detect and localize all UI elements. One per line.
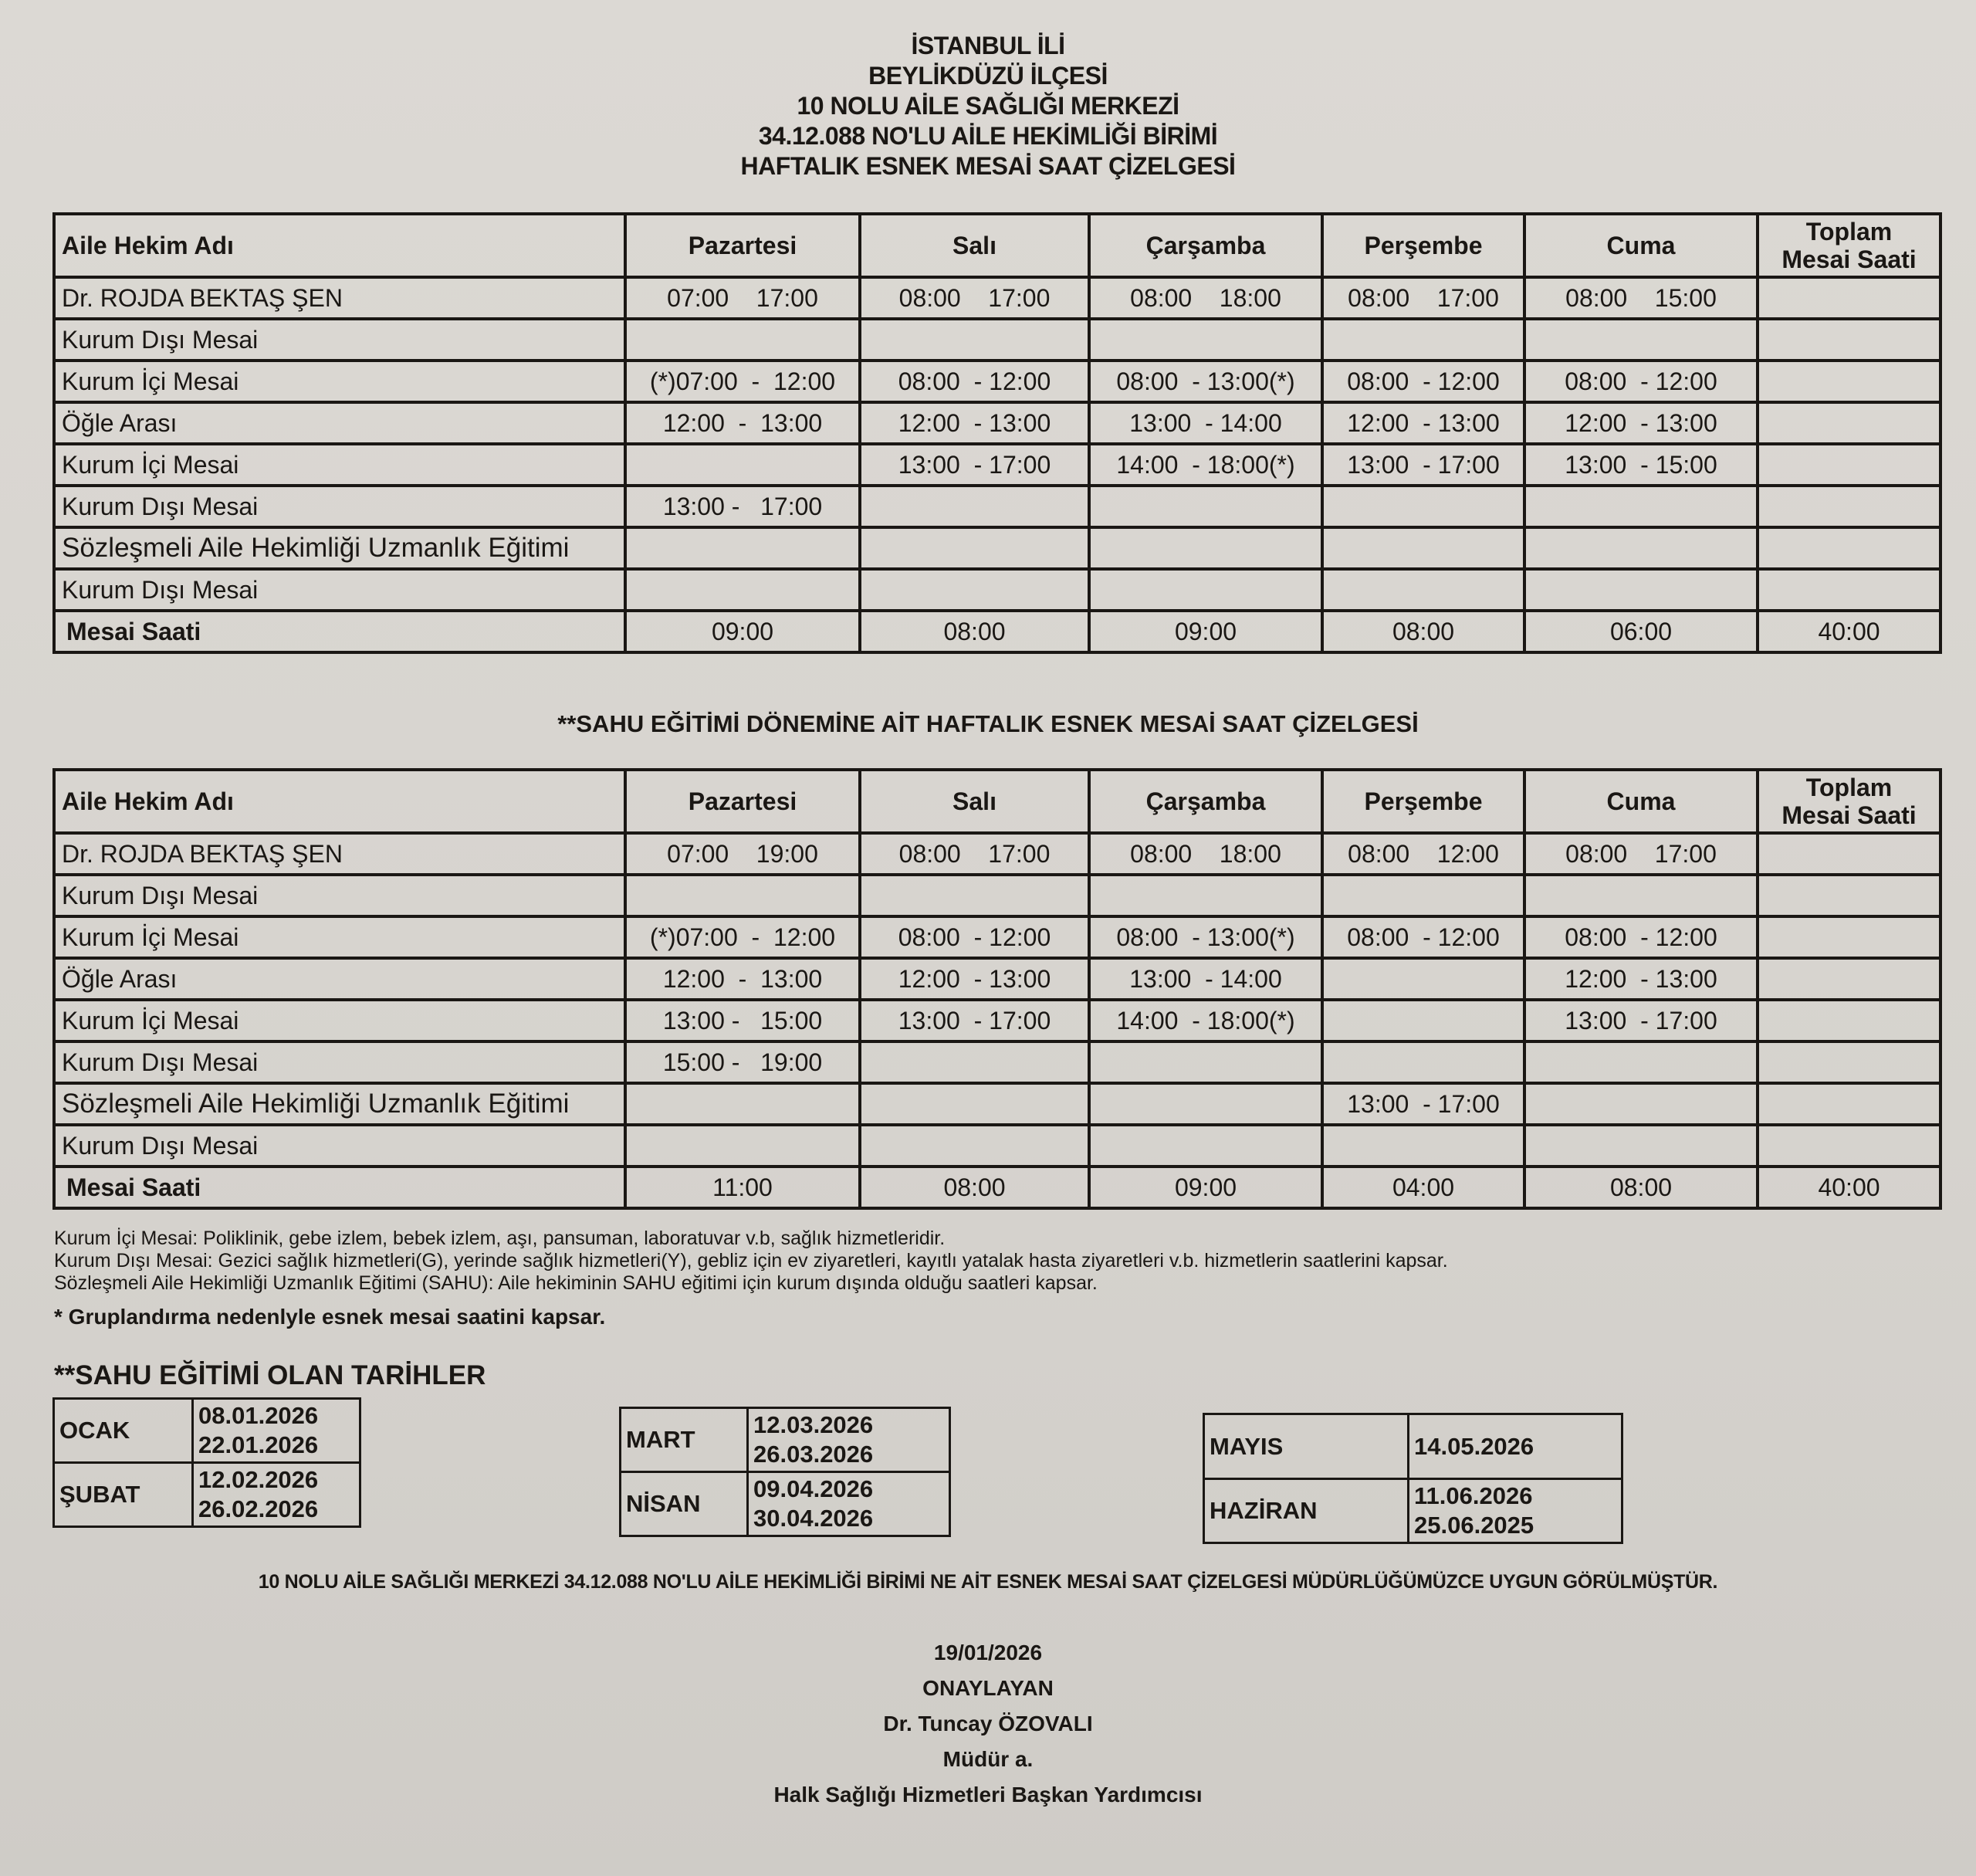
time-cell: 08:00 - 13:00(*) bbox=[1089, 361, 1322, 402]
date-row bbox=[54, 1463, 360, 1527]
total-cell bbox=[1758, 1125, 1940, 1167]
daily-total-cell: 09:00 bbox=[1089, 1167, 1322, 1208]
row-label: Sözleşmeli Aile Hekimliği Uzmanlık Eğitimi bbox=[54, 527, 625, 569]
date-value: 12.03.2026 bbox=[753, 1411, 874, 1438]
daily-total-cell: 06:00 bbox=[1524, 611, 1758, 652]
table-row bbox=[54, 916, 1940, 958]
time-cell bbox=[860, 1041, 1089, 1083]
column-header-day: Perşembe bbox=[1322, 770, 1524, 833]
approval-statement: 10 NOLU AİLE SAĞLIĞI MERKEZİ 34.12.088 NO'LU AİLE HEKİMLİĞİ BİRİMİ NE AİT ESNEK MESAİ SAAT ÇİZELGESİ MÜDÜRLÜĞÜMÜZCE UYGUN GÖRÜLMÜŞTÜR. bbox=[258, 1571, 1718, 1593]
date-value: 26.02.2026 bbox=[198, 1495, 319, 1522]
time-cell bbox=[625, 1125, 860, 1167]
time-cell bbox=[860, 569, 1089, 611]
row-label: Kurum Dışı Mesai bbox=[54, 319, 625, 361]
column-header-day: Perşembe bbox=[1322, 214, 1524, 277]
total-cell bbox=[1758, 444, 1940, 486]
date-values bbox=[193, 1399, 360, 1463]
total-cell bbox=[1758, 833, 1940, 875]
time-cell: 08:00 12:00 bbox=[1322, 833, 1524, 875]
time-cell: 08:00 17:00 bbox=[860, 277, 1089, 319]
total-cell bbox=[1758, 916, 1940, 958]
title-line: 10 NOLU AİLE SAĞLIĞI MERKEZİ bbox=[797, 92, 1179, 120]
month-label: ŞUBAT bbox=[54, 1463, 193, 1527]
time-cell bbox=[1322, 569, 1524, 611]
sahu-dates-table bbox=[619, 1407, 951, 1537]
time-cell: 08:00 17:00 bbox=[1524, 833, 1758, 875]
table-row bbox=[54, 958, 1940, 1000]
table-row bbox=[54, 833, 1940, 875]
sahu-schedule-table bbox=[52, 768, 1942, 1210]
time-cell bbox=[1524, 875, 1758, 916]
daily-total-cell: 08:00 bbox=[1322, 611, 1524, 652]
total-cell bbox=[1758, 319, 1940, 361]
time-cell: 12:00 - 13:00 bbox=[625, 402, 860, 444]
table-row bbox=[54, 569, 1940, 611]
time-cell bbox=[1524, 1125, 1758, 1167]
weekly-total-cell: 40:00 bbox=[1758, 611, 1940, 652]
date-row bbox=[621, 1472, 950, 1536]
column-header-total bbox=[1758, 770, 1940, 833]
total-row bbox=[54, 1167, 1940, 1208]
date-value: 08.01.2026 bbox=[198, 1402, 319, 1429]
row-label: Kurum İçi Mesai bbox=[54, 1000, 625, 1041]
table-row bbox=[54, 402, 1940, 444]
time-cell bbox=[625, 569, 860, 611]
total-header-line: Mesai Saati bbox=[1781, 246, 1917, 273]
date-row bbox=[621, 1408, 950, 1472]
time-cell bbox=[1524, 1083, 1758, 1125]
sahu-dates-heading: **SAHU EĞİTİMİ OLAN TARİHLER bbox=[54, 1360, 486, 1390]
date-values bbox=[1409, 1479, 1622, 1543]
time-cell bbox=[1322, 1125, 1524, 1167]
time-cell: 12:00 - 13:00 bbox=[860, 402, 1089, 444]
row-label: Dr. ROJDA BEKTAŞ ŞEN bbox=[54, 277, 625, 319]
time-cell: (*)07:00 - 12:00 bbox=[625, 916, 860, 958]
total-row bbox=[54, 611, 1940, 652]
star-note: * Gruplandırma nedenlyle esnek mesai saatini kapsar. bbox=[54, 1305, 606, 1329]
time-cell bbox=[1524, 569, 1758, 611]
row-label: Kurum İçi Mesai bbox=[54, 444, 625, 486]
total-cell bbox=[1758, 1000, 1940, 1041]
time-cell: 12:00 - 13:00 bbox=[625, 958, 860, 1000]
total-header-line: Toplam bbox=[1805, 774, 1893, 801]
time-cell bbox=[1322, 875, 1524, 916]
document-title bbox=[0, 31, 1976, 181]
row-label: Kurum Dışı Mesai bbox=[54, 486, 625, 527]
time-cell bbox=[625, 444, 860, 486]
time-cell bbox=[860, 319, 1089, 361]
title-line: HAFTALIK ESNEK MESAİ SAAT ÇİZELGESİ bbox=[740, 152, 1236, 180]
time-cell: 13:00 - 15:00 bbox=[625, 1000, 860, 1041]
time-cell bbox=[860, 875, 1089, 916]
signature-title: Halk Sağlığı Hizmetleri Başkan Yardımcısı bbox=[773, 1783, 1203, 1807]
time-cell: 13:00 - 14:00 bbox=[1089, 958, 1322, 1000]
total-cell bbox=[1758, 1083, 1940, 1125]
date-value: 12.02.2026 bbox=[198, 1466, 319, 1493]
row-label: Kurum Dışı Mesai bbox=[54, 569, 625, 611]
footnote: Kurum Dışı Mesai: Gezici sağlık hizmetleri(G), yerinde sağlık hizmetleri(Y), gebliz için ev ziyaretleri, kayıtlı yatalak hasta ziyaretleri v.b. hizmetlerin saatlerini kapsar. bbox=[54, 1250, 1448, 1272]
row-label: Kurum Dışı Mesai bbox=[54, 1125, 625, 1167]
row-label: Öğle Arası bbox=[54, 958, 625, 1000]
table-row bbox=[54, 444, 1940, 486]
footnote: Sözleşmeli Aile Hekimliği Uzmanlık Eğitimi (SAHU): Aile hekiminin SAHU eğitimi için kurum dışında olduğu saatleri kapsar. bbox=[54, 1272, 1098, 1294]
total-cell bbox=[1758, 569, 1940, 611]
time-cell bbox=[1089, 527, 1322, 569]
date-value: 26.03.2026 bbox=[753, 1441, 874, 1468]
signature-block bbox=[0, 1635, 1976, 1813]
table-row bbox=[54, 527, 1940, 569]
column-header-name: Aile Hekim Adı bbox=[54, 214, 625, 277]
time-cell: 13:00 - 17:00 bbox=[1524, 1000, 1758, 1041]
column-header-day: Çarşamba bbox=[1089, 214, 1322, 277]
table-row bbox=[54, 361, 1940, 402]
total-cell bbox=[1758, 875, 1940, 916]
time-cell bbox=[1524, 319, 1758, 361]
time-cell bbox=[860, 1125, 1089, 1167]
date-value: 22.01.2026 bbox=[198, 1431, 319, 1458]
time-cell: 08:00 17:00 bbox=[1322, 277, 1524, 319]
column-header-total bbox=[1758, 214, 1940, 277]
row-label: Sözleşmeli Aile Hekimliği Uzmanlık Eğitimi bbox=[54, 1083, 625, 1125]
time-cell bbox=[1322, 1000, 1524, 1041]
time-cell: 12:00 - 13:00 bbox=[860, 958, 1089, 1000]
total-header-line: Mesai Saati bbox=[1781, 801, 1917, 829]
title-line: İSTANBUL İLİ bbox=[911, 32, 1065, 59]
total-header-line: Toplam bbox=[1805, 218, 1893, 246]
column-header-day: Cuma bbox=[1524, 214, 1758, 277]
table-row bbox=[54, 1041, 1940, 1083]
table-row bbox=[54, 1000, 1940, 1041]
date-row bbox=[54, 1399, 360, 1463]
time-cell: 13:00 - 15:00 bbox=[1524, 444, 1758, 486]
date-value: 30.04.2026 bbox=[753, 1505, 874, 1532]
time-cell: 12:00 - 13:00 bbox=[1524, 958, 1758, 1000]
month-label: MART bbox=[621, 1408, 748, 1472]
title-line: BEYLİKDÜZÜ İLÇESİ bbox=[868, 62, 1108, 90]
time-cell: (*)07:00 - 12:00 bbox=[625, 361, 860, 402]
column-header-day: Çarşamba bbox=[1089, 770, 1322, 833]
table-row bbox=[54, 277, 1940, 319]
row-label: Öğle Arası bbox=[54, 402, 625, 444]
column-header-day: Salı bbox=[860, 214, 1089, 277]
time-cell: 08:00 18:00 bbox=[1089, 277, 1322, 319]
month-label: NİSAN bbox=[621, 1472, 748, 1536]
date-value: 11.06.2026 bbox=[1414, 1482, 1533, 1509]
time-cell: 13:00 - 14:00 bbox=[1089, 402, 1322, 444]
time-cell bbox=[1089, 569, 1322, 611]
column-header-day: Pazartesi bbox=[625, 214, 860, 277]
time-cell: 08:00 - 12:00 bbox=[860, 916, 1089, 958]
time-cell: 13:00 - 17:00 bbox=[860, 1000, 1089, 1041]
weekly-schedule-table bbox=[52, 212, 1942, 654]
time-cell: 08:00 - 12:00 bbox=[1524, 916, 1758, 958]
total-cell bbox=[1758, 361, 1940, 402]
time-cell: 07:00 19:00 bbox=[625, 833, 860, 875]
time-cell bbox=[1089, 1083, 1322, 1125]
total-cell bbox=[1758, 402, 1940, 444]
time-cell bbox=[625, 527, 860, 569]
time-cell: 13:00 - 17:00 bbox=[860, 444, 1089, 486]
table-row bbox=[54, 1083, 1940, 1125]
time-cell: 08:00 - 12:00 bbox=[1322, 361, 1524, 402]
total-cell bbox=[1758, 527, 1940, 569]
date-row bbox=[1204, 1479, 1622, 1543]
table-row bbox=[54, 1125, 1940, 1167]
total-cell bbox=[1758, 958, 1940, 1000]
daily-total-cell: 09:00 bbox=[625, 611, 860, 652]
time-cell bbox=[1524, 527, 1758, 569]
date-values bbox=[1409, 1414, 1622, 1479]
sahu-dates-table bbox=[52, 1397, 361, 1528]
time-cell: 12:00 - 13:00 bbox=[1322, 402, 1524, 444]
time-cell bbox=[1089, 1125, 1322, 1167]
signature-role: ONAYLAYAN bbox=[922, 1676, 1054, 1700]
month-label: HAZİRAN bbox=[1204, 1479, 1409, 1543]
time-cell: 08:00 17:00 bbox=[860, 833, 1089, 875]
weekly-total-cell: 40:00 bbox=[1758, 1167, 1940, 1208]
time-cell: 08:00 - 12:00 bbox=[1524, 361, 1758, 402]
time-cell: 15:00 - 19:00 bbox=[625, 1041, 860, 1083]
time-cell: 08:00 - 12:00 bbox=[1322, 916, 1524, 958]
row-label: Kurum Dışı Mesai bbox=[54, 1041, 625, 1083]
time-cell bbox=[1089, 319, 1322, 361]
time-cell: 08:00 18:00 bbox=[1089, 833, 1322, 875]
time-cell: 13:00 - 17:00 bbox=[625, 486, 860, 527]
signature-title: Müdür a. bbox=[942, 1747, 1034, 1771]
table-row bbox=[54, 875, 1940, 916]
column-header-name: Aile Hekim Adı bbox=[54, 770, 625, 833]
time-cell: 12:00 - 13:00 bbox=[1524, 402, 1758, 444]
time-cell bbox=[1322, 319, 1524, 361]
column-header-day: Cuma bbox=[1524, 770, 1758, 833]
time-cell bbox=[1322, 527, 1524, 569]
row-label: Dr. ROJDA BEKTAŞ ŞEN bbox=[54, 833, 625, 875]
table-header-row bbox=[54, 770, 1940, 833]
signature-name: Dr. Tuncay ÖZOVALI bbox=[883, 1712, 1093, 1735]
time-cell bbox=[1089, 486, 1322, 527]
row-label: Kurum İçi Mesai bbox=[54, 361, 625, 402]
total-cell bbox=[1758, 277, 1940, 319]
time-cell bbox=[1322, 1041, 1524, 1083]
daily-total-cell: 09:00 bbox=[1089, 611, 1322, 652]
time-cell: 08:00 - 13:00(*) bbox=[1089, 916, 1322, 958]
footnotes bbox=[54, 1228, 1448, 1328]
row-label: Kurum İçi Mesai bbox=[54, 916, 625, 958]
time-cell bbox=[625, 875, 860, 916]
time-cell bbox=[860, 486, 1089, 527]
signature-date: 19/01/2026 bbox=[933, 1641, 1043, 1664]
total-cell bbox=[1758, 1041, 1940, 1083]
daily-total-cell: 11:00 bbox=[625, 1167, 860, 1208]
time-cell: 07:00 17:00 bbox=[625, 277, 860, 319]
month-label: OCAK bbox=[54, 1399, 193, 1463]
time-cell bbox=[1524, 1041, 1758, 1083]
date-value: 09.04.2026 bbox=[753, 1475, 874, 1502]
total-cell bbox=[1758, 486, 1940, 527]
time-cell: 14:00 - 18:00(*) bbox=[1089, 444, 1322, 486]
time-cell bbox=[1089, 1041, 1322, 1083]
time-cell: 13:00 - 17:00 bbox=[1322, 444, 1524, 486]
daily-total-cell: 08:00 bbox=[860, 611, 1089, 652]
daily-total-cell: 08:00 bbox=[860, 1167, 1089, 1208]
time-cell bbox=[625, 319, 860, 361]
table-header-row bbox=[54, 214, 1940, 277]
time-cell bbox=[1524, 486, 1758, 527]
month-label: MAYIS bbox=[1204, 1414, 1409, 1479]
title-line: 34.12.088 NO'LU AİLE HEKİMLİĞİ BİRİMİ bbox=[758, 122, 1218, 150]
date-row bbox=[1204, 1414, 1622, 1479]
time-cell bbox=[1089, 875, 1322, 916]
time-cell bbox=[860, 1083, 1089, 1125]
time-cell bbox=[625, 1083, 860, 1125]
total-row-label: Mesai Saati bbox=[54, 1167, 625, 1208]
daily-total-cell: 08:00 bbox=[1524, 1167, 1758, 1208]
time-cell: 14:00 - 18:00(*) bbox=[1089, 1000, 1322, 1041]
row-label: Kurum Dışı Mesai bbox=[54, 875, 625, 916]
sahu-schedule-subtitle: **SAHU EĞİTİMİ DÖNEMİNE AİT HAFTALIK ESNEK MESAİ SAAT ÇİZELGESİ bbox=[557, 710, 1419, 737]
table-row bbox=[54, 319, 1940, 361]
time-cell bbox=[1322, 486, 1524, 527]
column-header-day: Pazartesi bbox=[625, 770, 860, 833]
sahu-dates-table bbox=[1203, 1413, 1623, 1544]
time-cell: 08:00 15:00 bbox=[1524, 277, 1758, 319]
daily-total-cell: 04:00 bbox=[1322, 1167, 1524, 1208]
date-values bbox=[193, 1463, 360, 1527]
time-cell: 08:00 - 12:00 bbox=[860, 361, 1089, 402]
date-values bbox=[748, 1408, 950, 1472]
table-row bbox=[54, 486, 1940, 527]
footnote: Kurum İçi Mesai: Poliklinik, gebe izlem, bebek izlem, aşı, pansuman, laboratuvar v.b, sağlık hizmetleridir. bbox=[54, 1228, 946, 1249]
time-cell: 13:00 - 17:00 bbox=[1322, 1083, 1524, 1125]
time-cell bbox=[860, 527, 1089, 569]
time-cell bbox=[1322, 958, 1524, 1000]
date-values bbox=[748, 1472, 950, 1536]
date-value: 14.05.2026 bbox=[1414, 1432, 1534, 1460]
total-row-label: Mesai Saati bbox=[54, 611, 625, 652]
date-value: 25.06.2025 bbox=[1414, 1512, 1534, 1539]
column-header-day: Salı bbox=[860, 770, 1089, 833]
